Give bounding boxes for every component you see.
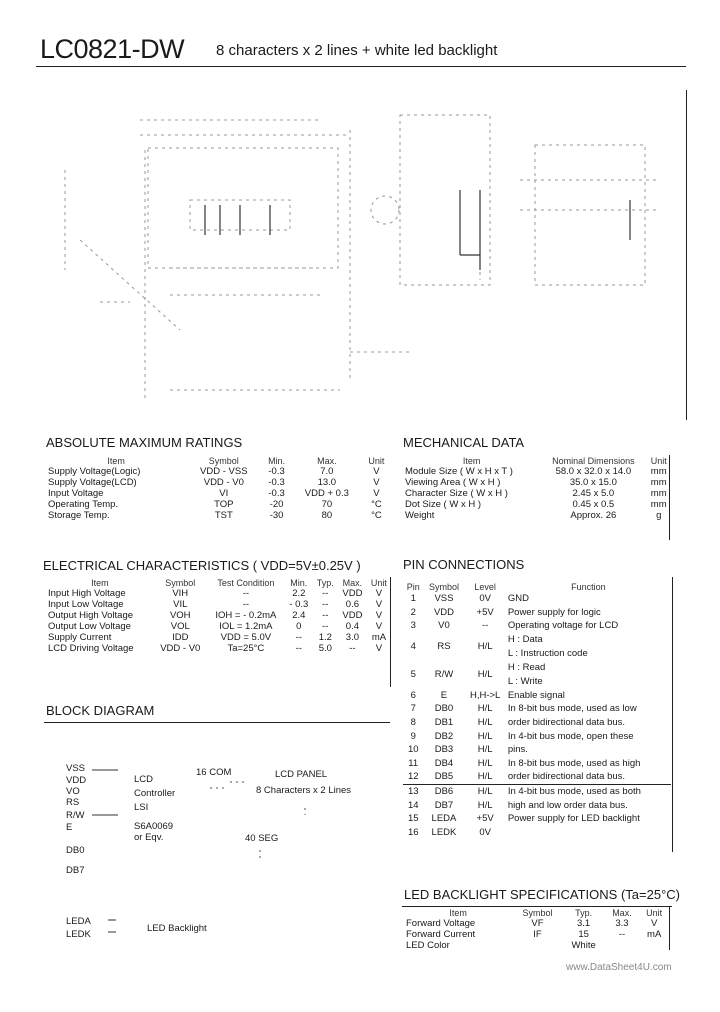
com-label: 16 COM xyxy=(196,767,232,778)
ledk-label: LEDK xyxy=(66,929,91,940)
chip-label: S6A0069 or Eqv. xyxy=(134,821,174,843)
th-unit: Unit xyxy=(370,578,387,588)
th-item: Item xyxy=(91,578,109,588)
table-row: 13 DB6 H/L In 4-bit bus mode, used as both xyxy=(407,785,641,797)
th-min: Min. xyxy=(268,456,286,466)
table-row: Character Size ( W x H ) 2.45 x 5.0 mm xyxy=(405,488,667,499)
elec-table xyxy=(46,578,391,654)
model-description: 8 characters x 2 lines + white led backlight xyxy=(216,42,498,59)
table-row: 7 DB0 H/L In 8-bit bus mode, used as low xyxy=(410,703,637,715)
table-row: Weight Approx. 26 g xyxy=(405,510,662,521)
table-row: 12 DB5 H/L order bidirectional data bus. xyxy=(403,770,671,784)
th-max: Max. xyxy=(342,578,363,588)
table-row: 11 DB4 H/L In 8-bit bus mode, used as high xyxy=(408,757,641,769)
mech-title: MECHANICAL DATA xyxy=(403,435,525,450)
panel-label: LCD PANEL xyxy=(275,769,328,780)
leda-label: LEDA xyxy=(66,916,91,927)
table-row: 14 DB7 H/L high and low order data bus. xyxy=(407,799,628,811)
table-row: 16 LEDK 0V xyxy=(407,826,491,838)
table-row: 3 V0 -- Operating voltage for LCD xyxy=(410,620,619,632)
seg-label: 40 SEG xyxy=(245,833,279,844)
table-row: 5 R/W H/L H : Read L : Write xyxy=(410,661,546,687)
pins-divider xyxy=(672,577,673,852)
signal-label: VO xyxy=(66,786,80,797)
table-row: Output High Voltage VOH IOH = - 0.2mA 2.4 -- VDD V xyxy=(48,610,383,621)
signal-label: R/W xyxy=(66,810,85,821)
table-row: 10 DB3 H/L pins. xyxy=(407,744,528,756)
signal-label: E xyxy=(66,822,73,833)
th-max: Max. xyxy=(612,908,632,918)
abs-max-table xyxy=(46,456,391,521)
th-typ: Typ. xyxy=(316,578,334,588)
th-max: Max. xyxy=(317,456,337,466)
th-item: Item xyxy=(462,456,481,466)
th-item: Item xyxy=(449,908,467,918)
block-rule xyxy=(44,722,390,723)
th-function: Function xyxy=(571,582,606,592)
table-row: Supply Current IDD VDD = 5.0V -- 1.2 3.0 mA xyxy=(48,632,387,643)
table-row: Supply Voltage(LCD) VDD - V0 -0.3 13.0 V xyxy=(48,477,380,488)
mech-table xyxy=(403,456,671,521)
th-test: Test Condition xyxy=(217,578,275,588)
table-row: Supply Voltage(Logic) VDD - VSS -0.3 7.0 V xyxy=(48,466,380,477)
led-spec-rule xyxy=(402,906,672,907)
elec-title: ELECTRICAL CHARACTERISTICS ( VDD=5V±0.25V ) xyxy=(43,558,361,573)
signal-label: VSS xyxy=(66,763,86,774)
model-title: LC0821-DW xyxy=(40,34,185,64)
header-rule xyxy=(36,66,686,67)
led-spec-title: LED BACKLIGHT SPECIFICATIONS (Ta=25°C) xyxy=(404,887,680,902)
table-row: Dot Size ( W x H ) 0.45 x 0.5 mm xyxy=(405,499,667,510)
th-typ: Typ. xyxy=(575,908,593,918)
th-unit: Unit xyxy=(646,908,663,918)
th-unit: Unit xyxy=(650,456,667,466)
table-row: 15 LEDA +5V Power supply for LED backlight xyxy=(407,813,640,825)
table-row: LED Color White xyxy=(406,940,596,951)
table-row: 8 DB1 H/L order bidirectional data bus. xyxy=(410,716,626,728)
pins-title: PIN CONNECTIONS xyxy=(403,557,525,572)
mechanical-drawing xyxy=(20,90,710,420)
watermark: www.DataSheet4U.com xyxy=(566,962,672,973)
table-row: Input Low Voltage VIL -- - 0.3 -- 0.6 V xyxy=(48,599,383,610)
th-symbol: Symbol xyxy=(208,456,239,466)
th-unit: Unit xyxy=(368,456,385,466)
th-symbol: Symbol xyxy=(165,578,196,588)
block-lines xyxy=(60,760,380,960)
th-item: Item xyxy=(107,456,125,466)
block-title: BLOCK DIAGRAM xyxy=(46,703,155,718)
table-row: 9 DB2 H/L In 4-bit bus mode, open these xyxy=(410,730,634,742)
table-row: 1 VSS 0V GND xyxy=(410,593,529,604)
table-row: 4 RS H/L H : Data L : Instruction code xyxy=(410,633,588,659)
signal-label: RS xyxy=(66,797,80,808)
th-min: Min. xyxy=(290,578,308,588)
table-row: LCD Driving Voltage VDD - V0 Ta=25°C -- 5.0 -- V xyxy=(48,643,383,654)
table-row: 2 VDD +5V Power supply for logic xyxy=(410,606,601,618)
table-row: Output Low Voltage VOL IOL = 1.2mA 0 -- 0.4 V xyxy=(48,621,383,632)
th-pin: Pin xyxy=(406,582,420,592)
table-row: Module Size ( W x H x T ) 58.0 x 32.0 x 14.0 mm xyxy=(405,466,667,477)
table-row: 6 E H,H->L Enable signal xyxy=(410,689,565,701)
th-level: Level xyxy=(474,582,496,592)
table-row: Forward Voltage VF 3.1 3.3 V xyxy=(406,918,658,929)
th-symbol: Symbol xyxy=(428,582,459,592)
table-row: Input High Voltage VIH -- 2.2 -- VDD V xyxy=(48,588,383,599)
table-row: Viewing Area ( W x H ) 35.0 x 15.0 mm xyxy=(405,477,667,488)
led-backlight-label: LED Backlight xyxy=(147,923,207,934)
pins-table xyxy=(403,582,671,839)
signal-label: VDD xyxy=(66,775,87,786)
signal-label: DB0 xyxy=(66,845,85,856)
panel-desc: 8 Characters x 2 Lines xyxy=(256,785,352,796)
controller-label: LCD Controller LSI xyxy=(134,774,176,813)
table-row: Forward Current IF 15 -- mA xyxy=(406,929,662,940)
table-row: Input Voltage VI -0.3 VDD + 0.3 V xyxy=(48,488,380,499)
led-spec-divider xyxy=(669,906,670,950)
th-symbol: Symbol xyxy=(522,908,553,918)
table-row: Operating Temp. TOP -20 70 °C xyxy=(48,499,382,510)
led-spec-table xyxy=(404,908,669,951)
abs-max-title: ABSOLUTE MAXIMUM RATINGS xyxy=(46,435,243,450)
th-nominal: Nominal Dimensions xyxy=(552,456,635,466)
table-row: Storage Temp. TST -30 80 °C xyxy=(48,510,382,521)
signal-label: DB7 xyxy=(66,865,85,876)
